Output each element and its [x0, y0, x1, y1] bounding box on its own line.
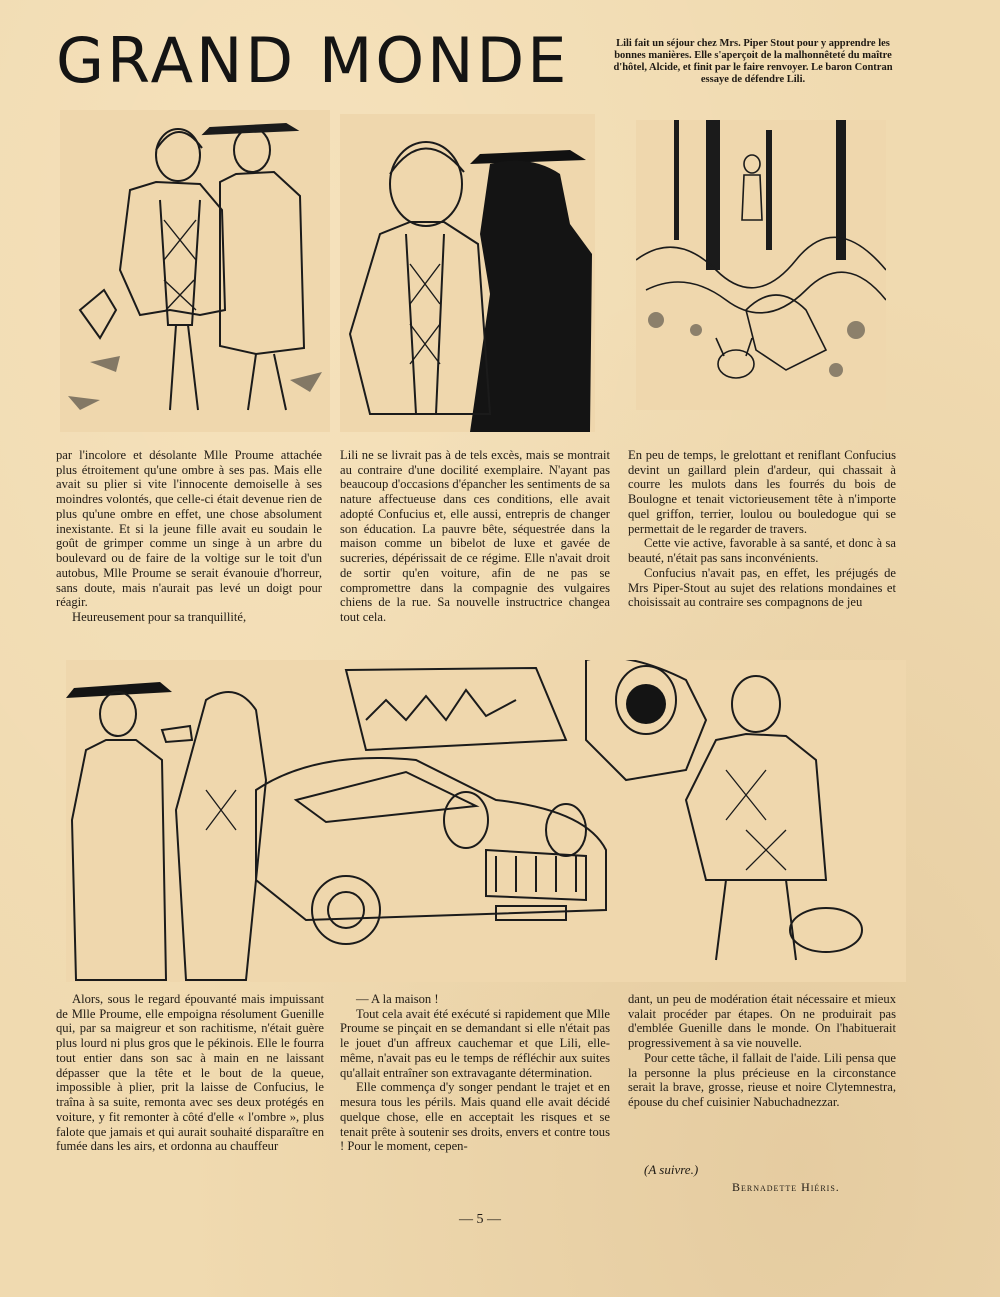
- text-column-2: [340, 448, 610, 625]
- paragraph: Confucius n'avait pas, en effet, les préjugés de Mrs Piper-Stout au sujet des relations mondaines et choisissait au contraire ses compagnons de jeu: [628, 565, 896, 610]
- paragraph: par l'incolore et désolante Mlle Proume attachée plus étroitement qu'une ombre à ses pas. Mais elle avait su plier si vite l'innocente demoiselle à ses moindres volontés, que celle-ci était devenue rien de plus qu'une ombre en effet, une chose absolument inexistante. Et si la jeune fille avait eu soudain le goût de grimper comme un singe à un arbre du boulevard ou de faire de la voltige sur le toit d'un autobus, Mlle Proume se serait évanouie d'horreur, sans doute, mais n'aurait pas levé un doigt pour réagir.: [56, 448, 322, 610]
- story-title: GRAND MONDE: [56, 24, 570, 97]
- paragraph: — A la maison !: [356, 992, 439, 1006]
- to-be-continued: (A suivre.): [644, 1162, 699, 1177]
- illustration-two-women-walking-drawing: [60, 110, 330, 432]
- illustration-car-and-dogs: [66, 660, 906, 982]
- paragraph: Elle commença d'y songer pendant le trajet et en mesura tous les périls. Mais quand elle avait décidé quelque chose, elle en acceptait les risques et se tenait prête à soutenir ses droits, envers et contre tous ! Pour le moment, cepen-: [340, 1080, 610, 1154]
- paragraph: Lili ne se livrait pas à de tels excès, mais se montrait au contraire d'une docilité exemplaire. N'ayant pas beaucoup d'occasions d'épancher les sentiments de sa nature affectueuse dans ces conditions, elle avait adopté Confucius et, elle aussi, entrepris de changer son éducation. La pauvre bête, séquestrée dans la maison comme un bibelot de luxe et gavée de sucreries, dépérissait de ce régime. Elle n'avait droit de sortir qu'en voiture, afin de ne pas se compromettre dans la compagnie des vulgaires chiens de la rue. Sa nouvelle instructrice changea tout cela.: [340, 448, 610, 625]
- text-column-6: [628, 992, 896, 1110]
- illustration-girl-and-shadow: [340, 114, 595, 432]
- paragraph: En peu de temps, le grelottant et reniflant Confucius devint un gaillard plein d'ardeur, qui chassait à courre les mulots dans les fourrés du bois de Boulogne et tenait victorieusement tête à n'importe quel griffon, terrier, loulou ou bouledogue qui se permettait de le regarder de travers.: [628, 448, 896, 536]
- page-number: — 5 —: [459, 1212, 501, 1227]
- illustration-girl-and-shadow-drawing: [340, 114, 595, 432]
- text-column-3: [628, 448, 896, 610]
- author-signature: Bernadette Hiéris.: [732, 1180, 840, 1194]
- paragraph: dant, un peu de modération était nécessaire et mieux valait procéder par étapes. On ne produirait pas d'emblée Guenille dans le monde. On l'habituerait progressivement à sa vie nouvelle.: [628, 992, 896, 1051]
- paragraph: Pour cette tâche, il fallait de l'aide. Lili pensa que la personne la plus précieuse en la circonstance serait la brave, grosse, rieuse et noire Clytemnestra, épouse du chef cuisinier Nabuchadnezzar.: [628, 1050, 896, 1110]
- paragraph: Tout cela avait été exécuté si rapidement que Mlle Proume se pinçait en se demandant si elle n'était pas le jouet d'un affreux cauchemar et que Lili, elle-même, n'avait pas eu le temps de réfléchir aux suites qu'allait entraîner son extravagante détermination.: [340, 1006, 610, 1080]
- illustration-two-women-walking: [60, 110, 330, 432]
- illustration-dogs-in-woods: [636, 120, 886, 410]
- paragraph: Heureusement pour sa tranquillité,: [72, 610, 247, 625]
- text-column-4: [56, 992, 324, 1154]
- text-column-1: [56, 448, 322, 625]
- text-column-5: [340, 992, 610, 1154]
- paragraph: Alors, sous le regard épouvanté mais impuissant de Mlle Proume, elle empoigna résolument Guenille qui, par sa maigreur et son rachitisme, n'était guère plus lourd ni plus gros que le pékinois. Elle le fourra tout entier dans son sac à main en ne laissant dépasser que la tête et le bout de la queue, impossible à plier, prit la laisse de Confucius, le traîna à sa suite, remonta avec ses deux protégés en voiture, y fit remonter à côté d'elle « l'ombre », plus falote que jamais et qui aurait souhaité disparaître en fumée dans les airs, et ordonna au chauffeur: [56, 992, 324, 1154]
- paragraph: Cette vie active, favorable à sa santé, et donc à sa beauté, n'était pas sans inconvénients.: [628, 536, 896, 566]
- story-summary: Lili fait un séjour chez Mrs. Piper Stout pour y apprendre les bonnes manières. Elle s'aperçoit de la malhonnêteté du maître d'hôtel, Alcide, et finit par le faire renvoyer. Le baron Contran essaye de défendre Lili.: [613, 38, 893, 86]
- illustration-dogs-in-woods-drawing: [636, 120, 886, 410]
- illustration-car-and-dogs-drawing: [66, 660, 906, 982]
